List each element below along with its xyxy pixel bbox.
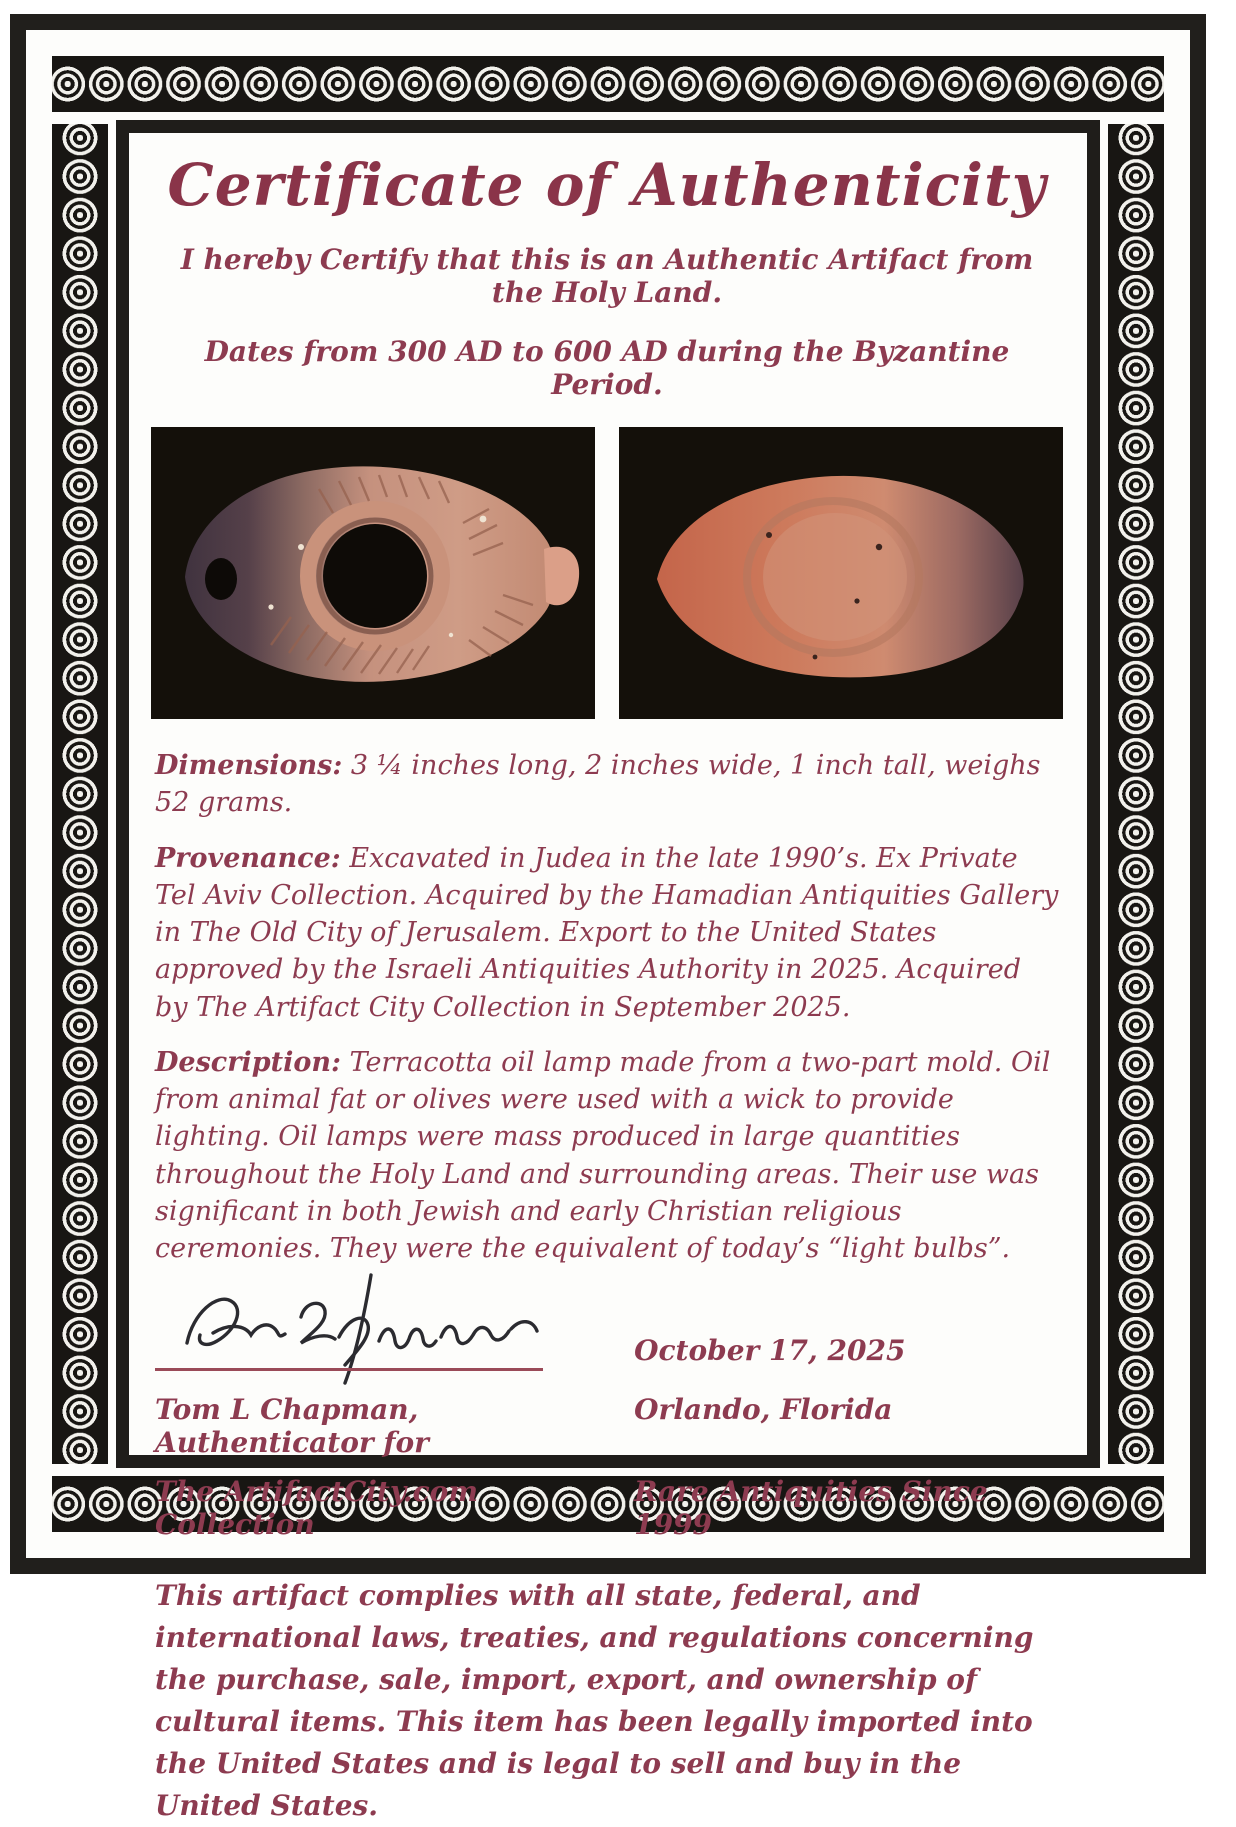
bullseye-border-right (1108, 124, 1164, 1464)
bullseye-border-top (52, 56, 1164, 112)
oil-lamp-bottom-view-photo (619, 427, 1063, 719)
signature-line (155, 1368, 543, 1371)
oil-lamp-top-view-photo (151, 427, 595, 719)
dimensions-text: 3 ¼ inches long, 2 inches wide, 1 inch tall, weighs 52 grams. (155, 750, 1041, 819)
provenance-label: Provenance: (155, 842, 341, 874)
certificate-frame (10, 14, 1206, 1823)
tagline-line: Rare Antiquities Since 1999 (634, 1475, 988, 1542)
certificate-body (116, 120, 1100, 1823)
certificate-title: Certificate of Authenticity (167, 151, 1047, 219)
collection-line: The ArtifactCity.com Collection (155, 1475, 478, 1542)
dating-statement: Dates from 300 AD to 600 AD during the Byzantine Period. (204, 335, 1010, 401)
description-text: Terracotta oil lamp made from a two-part mold. Oil from animal fat or olives were used with a wick to provide lighting. Oil lamps were mass produced in large quantities throughout the Holy Land and surrounding areas. Their use was significant in both Jewish and early Christian religious ceremonies. They were the equivalent of today’s “light bulbs”. (155, 1046, 1051, 1264)
authenticity-statement: I hereby Certify that this is an Authentic Artifact from the Holy Land. (180, 243, 1034, 309)
description-label: Description: (155, 1046, 341, 1078)
certificate-date: October 17, 2025 (634, 1334, 906, 1368)
dimensions-paragraph (155, 747, 1059, 822)
bullseye-border-left (52, 124, 108, 1464)
artifact-photos (155, 427, 1059, 719)
location-line: Orlando, Florida (634, 1393, 893, 1427)
signature-area (155, 1285, 634, 1377)
legal-compliance-paragraph: This artifact complies with all state, federal, and international laws, treaties, and regulations concerning the purchase, sale, import, export, and ownership of cultural items. This item has been legally imported into the United States and is legal to sell and buy in the United States. (155, 1579, 1034, 1823)
provenance-paragraph (155, 840, 1059, 1026)
description-paragraph (155, 1044, 1059, 1268)
handwritten-signature (173, 1271, 573, 1391)
provenance-text: Excavated in Judea in the late 1990’s. Ex Private Tel Aviv Collection. Acquired by the Hamadian Antiquities Gallery in The Old City of Jerusalem. Export to the United States approved by the Israeli Antiquities Authority in 2025. Acquired by The Artifact City Collection in September 2025. (155, 842, 1059, 1023)
authenticator-line: Tom L Chapman, Authenticator for (155, 1393, 429, 1460)
signature-block (155, 1285, 1059, 1541)
dimensions-label: Dimensions: (155, 750, 343, 781)
